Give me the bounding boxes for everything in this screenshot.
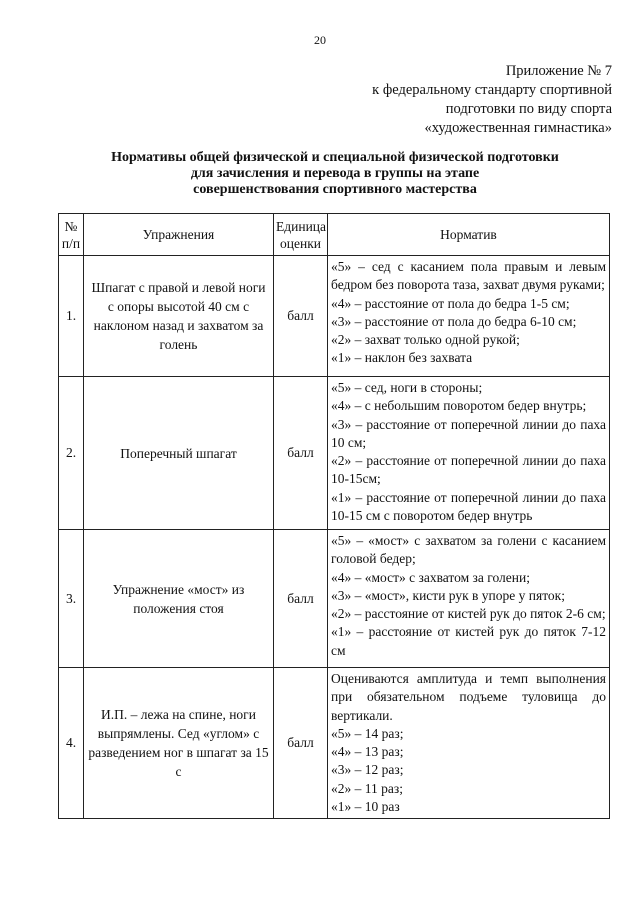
norm-line: «2» – расстояние от кистей рук до пяток 2-6 см; — [331, 606, 606, 622]
row-number: 1. — [59, 256, 84, 377]
table-row — [59, 668, 610, 819]
norm-line: «1» – 10 раз — [331, 799, 400, 815]
unit-cell: балл — [274, 377, 328, 530]
unit-cell: балл — [274, 668, 328, 819]
norm-line: «2» – захват только одной рукой; — [331, 332, 520, 348]
norm-cell — [328, 530, 610, 668]
unit-cell: балл — [274, 530, 328, 668]
header-norm: Норматив — [328, 214, 610, 256]
norm-line: «4» – с небольшим поворотом бедер внутрь; — [331, 398, 587, 414]
table-row — [59, 377, 610, 530]
header-num: № п/п — [59, 214, 84, 256]
page-number: 20 — [314, 33, 326, 47]
norm-line: «1» – наклон без захвата — [331, 350, 473, 366]
norm-line: «4» – 13 раз; — [331, 744, 404, 760]
norm-line: «1» – расстояние от поперечной линии до паха 10-15 см с поворотом бедер внутрь — [331, 489, 606, 524]
table-row — [59, 530, 610, 668]
norm-cell — [328, 668, 610, 819]
appendix-line: подготовки по виду спорта — [445, 101, 612, 117]
header-unit: Единица оценки — [274, 214, 328, 256]
norm-cell — [328, 256, 610, 377]
title-line: совершенствования спортивного мастерства — [193, 182, 477, 197]
document-title — [60, 150, 610, 198]
table-row — [59, 256, 610, 377]
norm-line: «2» – расстояние от поперечной линии до паха 10-15см; — [331, 453, 606, 487]
exercise-cell: Поперечный шпагат — [84, 377, 274, 530]
row-number: 4. — [59, 668, 84, 819]
norm-line: Оцениваются амплитуда и темп выполнения при обязательном подъеме туловища до вертикали. — [331, 671, 606, 723]
header-exercise: Упражнения — [84, 214, 274, 256]
norm-line: «4» – «мост» с захватом за голени; — [331, 569, 530, 585]
appendix-line: Приложение № 7 — [505, 63, 612, 79]
table-header-row — [59, 214, 610, 256]
norm-line: «3» – расстояние от пола до бедра 6-10 см; — [331, 313, 577, 329]
norms-table — [58, 213, 610, 819]
exercise-cell: И.П. – лежа на спине, ноги выпрямлены. Сед «углом» с разведением ног в шпагат за 15 с — [84, 668, 274, 819]
appendix-header — [282, 62, 612, 138]
norm-line: «3» – расстояние от поперечной линии до паха 10 см; — [331, 416, 606, 450]
norm-line: «3» – 12 раз; — [331, 762, 404, 778]
row-number: 3. — [59, 530, 84, 668]
norm-line: «3» – «мост», кисти рук в упоре у пяток; — [331, 587, 565, 603]
appendix-line: к федеральному стандарту спортивной — [372, 82, 612, 98]
exercise-cell: Шпагат с правой и левой ноги с опоры высотой 40 см с наклоном назад и захватом за голень — [84, 256, 274, 377]
norm-line: «2» – 11 раз; — [331, 780, 403, 796]
norm-line: «5» – сед, ноги в стороны; — [331, 380, 483, 395]
row-number: 2. — [59, 377, 84, 530]
title-line: Нормативы общей физической и специальной физической подготовки — [111, 150, 559, 165]
unit-cell: балл — [274, 256, 328, 377]
norm-line: «1» – расстояние от кистей рук до пяток 7-12 см — [331, 624, 606, 658]
norm-cell — [328, 377, 610, 530]
exercise-cell: Упражнение «мост» из положения стоя — [84, 530, 274, 668]
norm-line: «4» – расстояние от пола до бедра 1-5 см; — [331, 295, 570, 311]
norm-line: «5» – сед с касанием пола правым и левым бедром без поворота таза, захват двумя руками; — [331, 259, 606, 293]
appendix-line: «художественная гимнастика» — [424, 120, 612, 136]
norm-line: «5» – «мост» с захватом за голени с касанием головой бедер; — [331, 533, 606, 567]
norm-line: «5» – 14 раз; — [331, 725, 404, 741]
title-line: для зачисления и перевода в группы на этапе — [190, 166, 480, 181]
